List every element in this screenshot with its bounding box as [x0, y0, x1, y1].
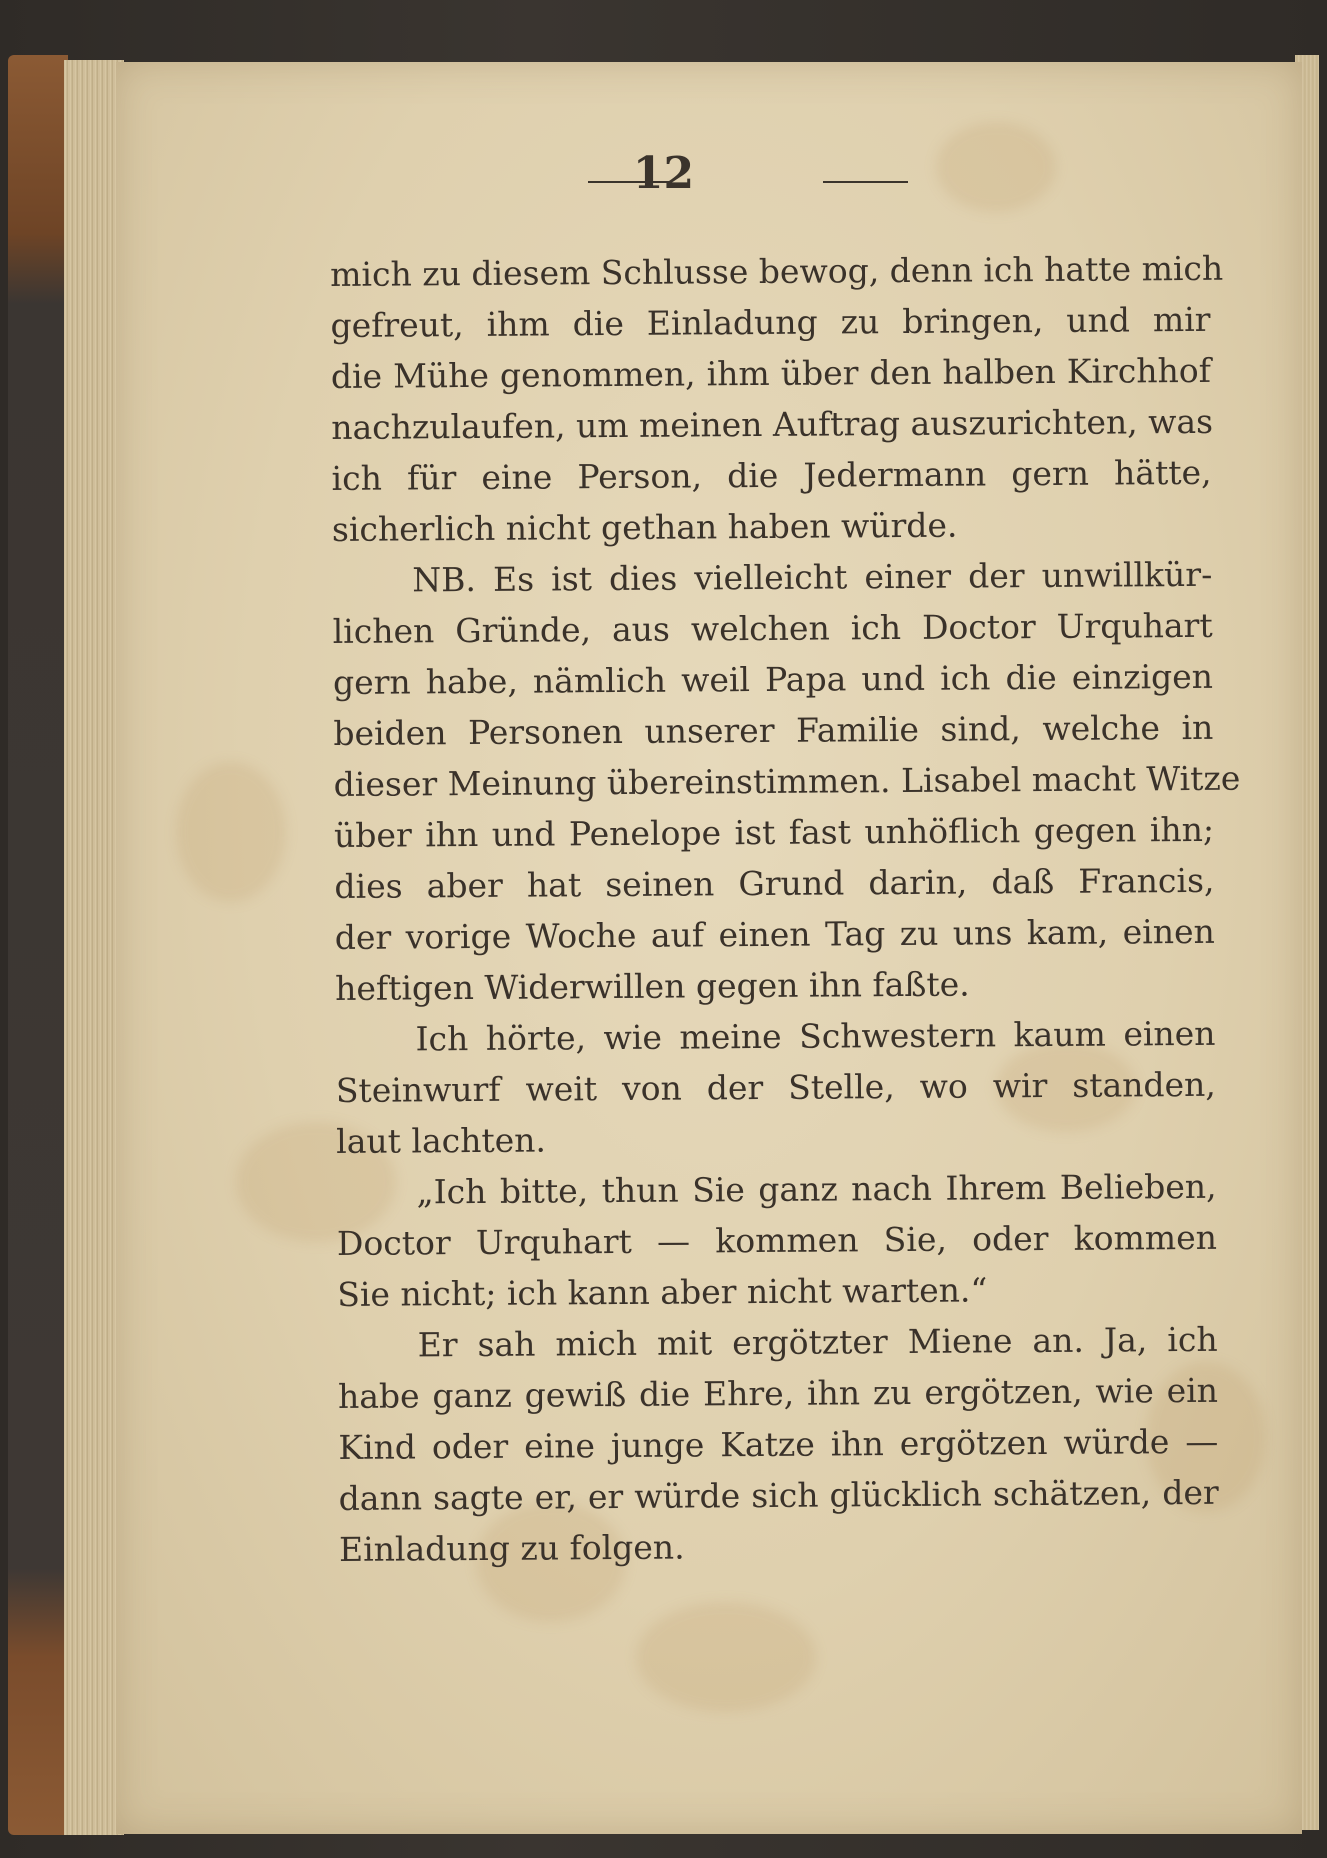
text-line: Er sah mich mit ergötzter Miene an. Ja, ich — [417, 1319, 1218, 1365]
text-line: sicherlich nicht gethan haben würde. — [331, 505, 958, 549]
text-line: NB. Es ist dies vielleicht einer der unwillkür- — [412, 554, 1213, 600]
text-line: heftigen Widerwillen gegen ihn faßte. — [335, 964, 970, 1008]
text-line: laut lachten. — [336, 1120, 547, 1161]
text-line: über ihn und Penelope ist fast unhöflich gegen ihn; — [333, 809, 1215, 855]
text-line: gern habe, nämlich weil Papa und ich die einzigen — [332, 656, 1214, 702]
page-number: 12 — [632, 148, 695, 199]
page-edges-left — [64, 60, 124, 1835]
header-rule-right — [823, 181, 908, 183]
text-line: dieser Meinung übereinstimmen. Lisabel macht Witze — [333, 758, 1241, 804]
text-line: habe ganz gewiß die Ehre, ihn zu ergötzen, wie ein — [337, 1370, 1219, 1416]
text-line: die Mühe genommen, ihm über den halben Kirchhof — [330, 350, 1211, 396]
book-spine — [8, 55, 68, 1835]
text-line: mich zu diesem Schlusse bewog, denn ich hatte mich — [330, 248, 1224, 294]
text-line: Sie nicht; ich kann aber nicht warten.“ — [337, 1270, 988, 1314]
text-line: beiden Personen unserer Familie sind, welche in — [333, 707, 1214, 753]
text-line: gefreut, ihm die Einladung zu bringen, und mir — [330, 299, 1211, 345]
page-stain — [636, 1602, 816, 1712]
text-line: Doctor Urquhart — kommen Sie, oder kommen — [336, 1217, 1218, 1263]
text-line: ich für eine Person, die Jedermann gern hätte, — [331, 452, 1212, 498]
text-line: Ich hörte, wie meine Schwestern kaum einen — [415, 1013, 1216, 1059]
text-line: Steinwurf weit von der Stelle, wo wir standen, — [335, 1064, 1216, 1110]
text-line: „Ich bitte, thun Sie ganz nach Ihrem Belieben, — [416, 1166, 1217, 1212]
text-line: Einladung zu folgen. — [338, 1527, 685, 1569]
text-line: nachzulaufen, um meinen Auftrag auszurichten, was — [331, 401, 1214, 447]
page-stain — [176, 762, 286, 902]
text-line: dies aber hat seinen Grund darin, daß Francis, — [334, 860, 1215, 906]
text-line: lichen Gründe, aus welchen ich Doctor Urquhart — [332, 605, 1213, 651]
text-line: dann sagte er, er würde sich glücklich schätzen, der — [338, 1472, 1219, 1518]
text-line: der vorige Woche auf einen Tag zu uns kam, einen — [334, 911, 1215, 957]
text-line: Kind oder eine junge Katze ihn ergötzen würde — — [338, 1421, 1219, 1467]
